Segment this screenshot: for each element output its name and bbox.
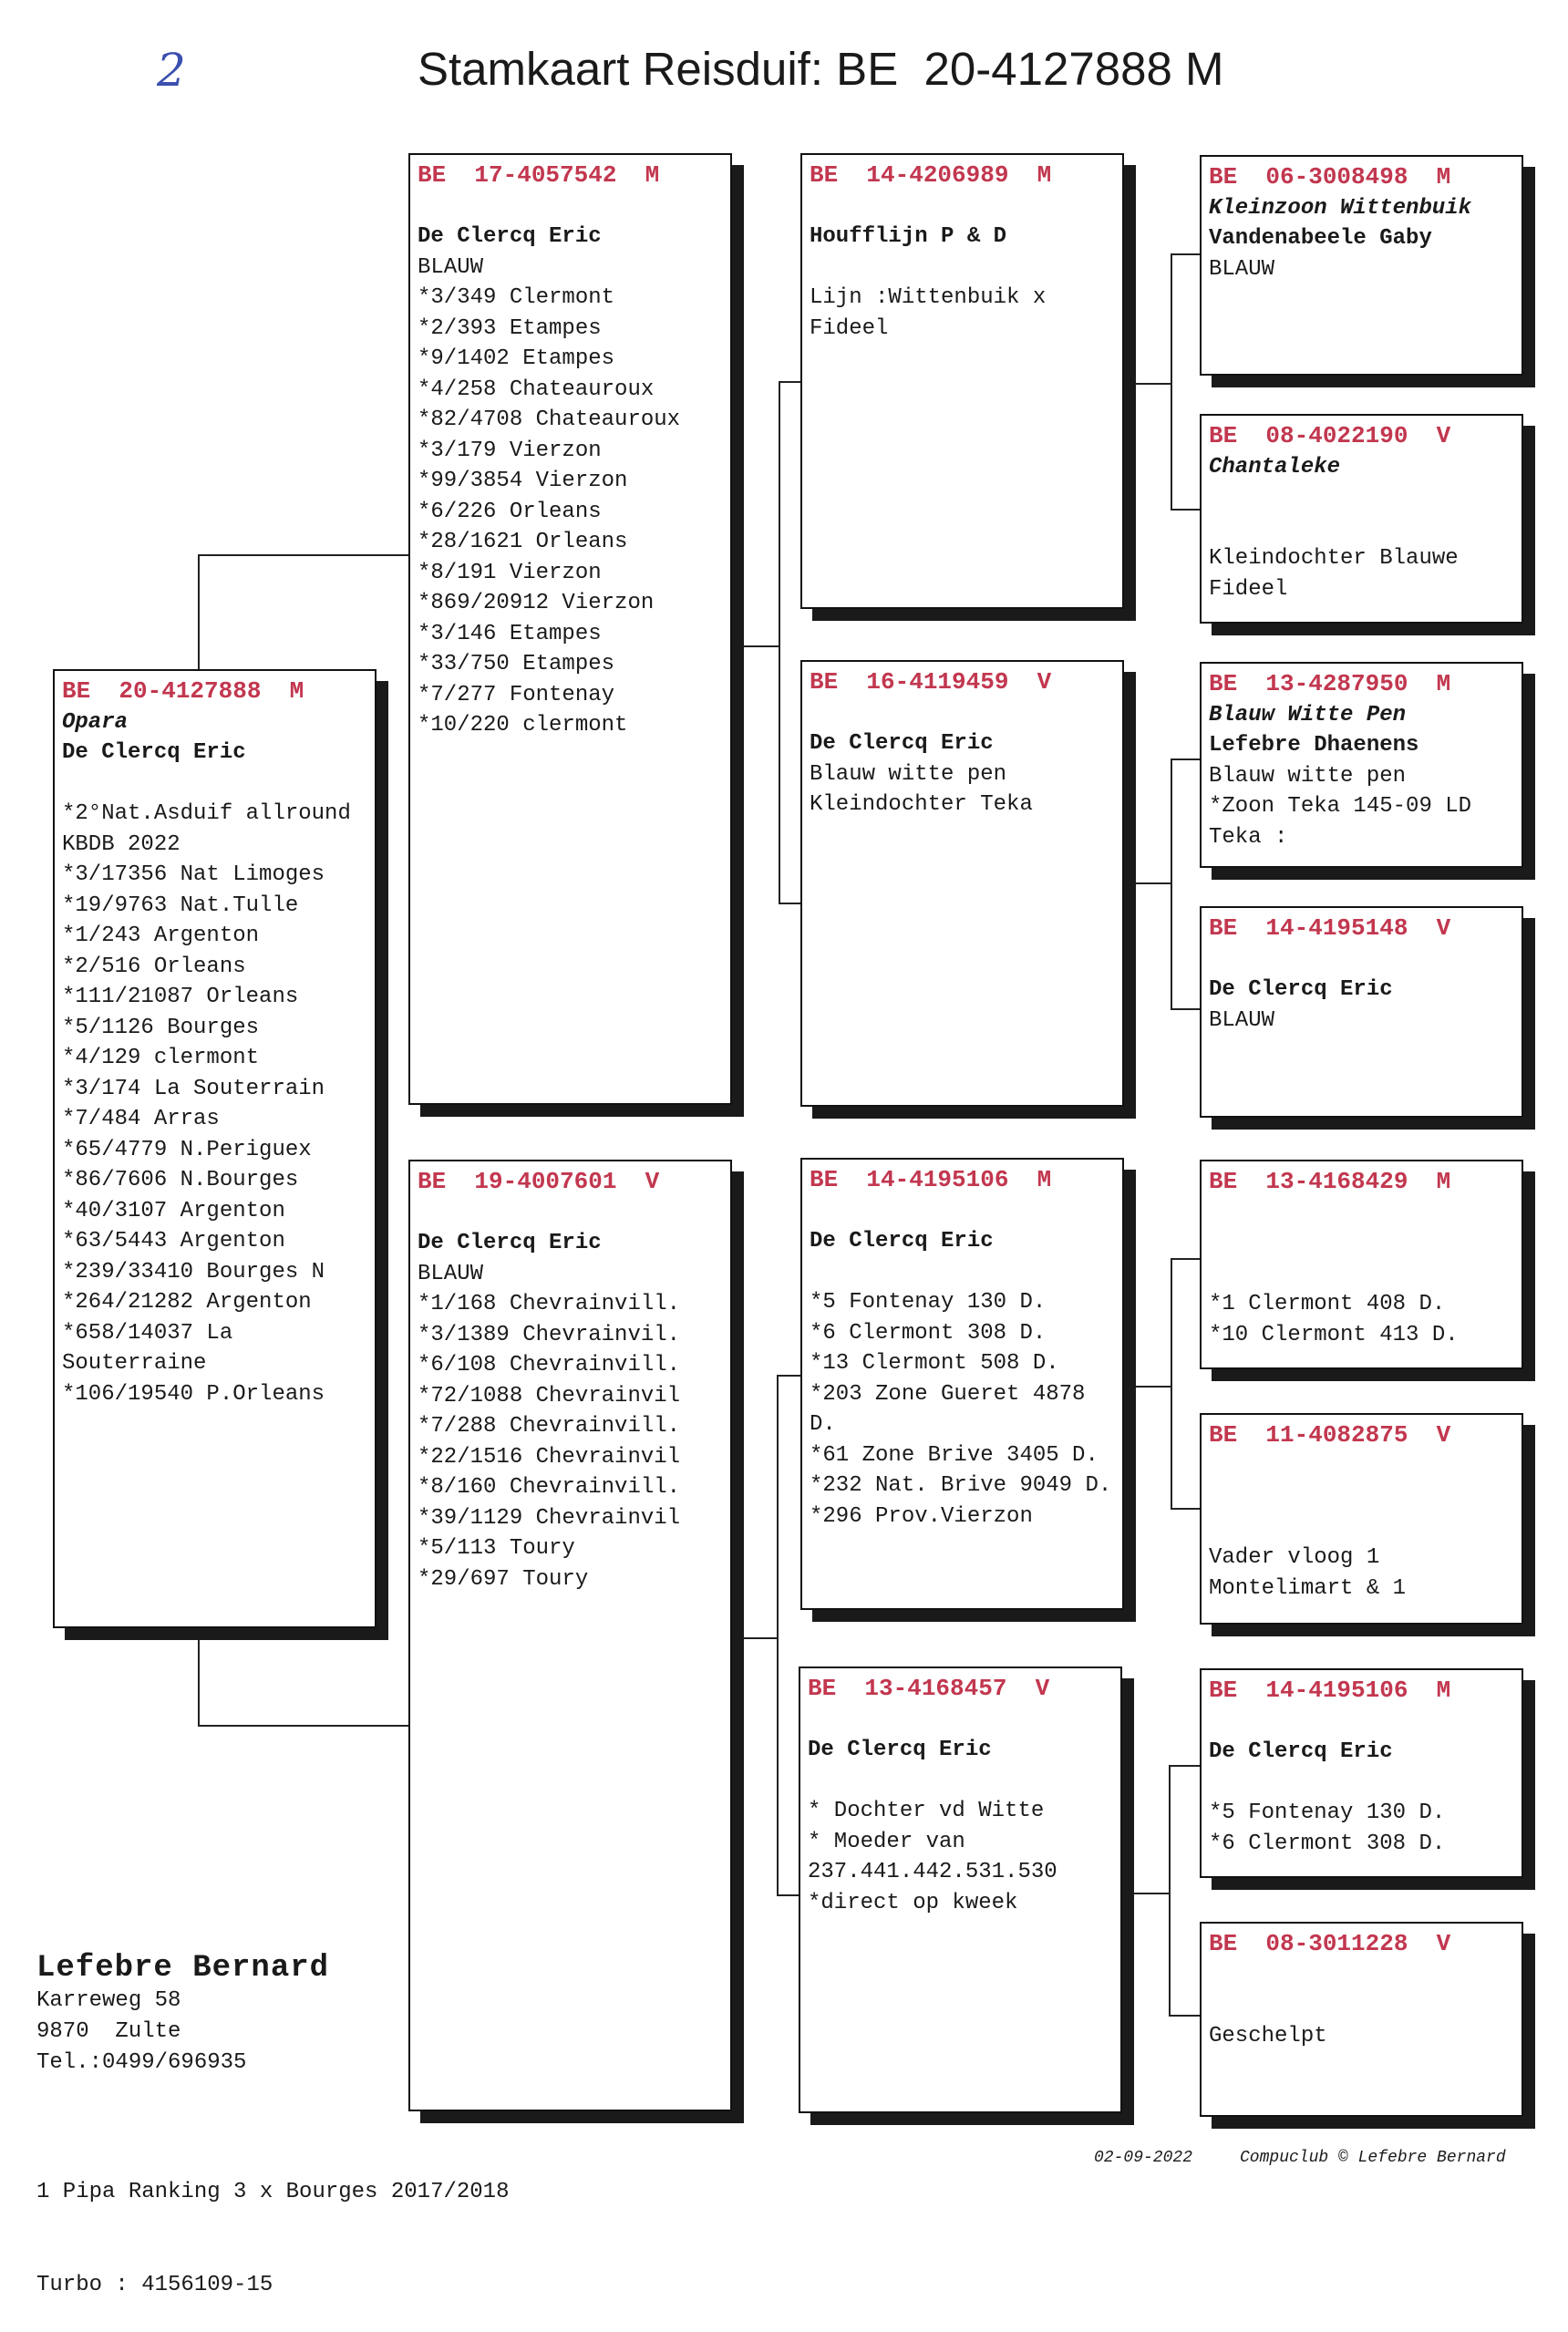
card-text-line: BLAUW (1209, 256, 1275, 282)
card-text-line: *869/20912 Vierzon (418, 591, 655, 615)
card-text-line (1209, 1481, 1514, 1512)
card-text-line: Blauw witte pen (810, 761, 1007, 787)
card-text-line: *28/1621 Orleans (418, 530, 628, 554)
card-text-line: *3/179 Vierzon (418, 438, 602, 463)
card-text-line: Lijn :Wittenbuik x Fideel (810, 285, 1059, 341)
card-text-line: * Dochter vd Witte (808, 1799, 1045, 1823)
card-text-line: Blauw witte pen (1209, 763, 1407, 789)
card-text-line (810, 253, 1115, 284)
connector-line (1171, 1258, 1200, 1260)
card-text-line: Opara (62, 709, 129, 735)
breeder-info (36, 1951, 329, 2079)
breeder-name: Lefebre Bernard (36, 1951, 330, 1986)
footer-line: 1 Pipa Ranking 3 x Bourges 2017/2018 (36, 2180, 510, 2204)
connector-line (1171, 253, 1200, 255)
card-text-line: *3/1389 Chevrainvil. (418, 1322, 681, 1347)
card-text-line: *3/174 La Souterrain (62, 1076, 325, 1101)
card-text-line: *8/191 Vierzon (418, 560, 602, 585)
card-text-line: BLAUW (418, 1261, 484, 1286)
card-text-line: *65/4779 N.Periguex (62, 1137, 312, 1162)
ring-number: BE 13-4168429 M (1209, 1168, 1451, 1195)
ring-number: BE 19-4007601 V (418, 1168, 660, 1195)
connector-line (777, 1375, 800, 1377)
card-text-line: *10 Clermont 413 D. (1209, 1322, 1459, 1347)
card-text-line: BLAUW (1209, 1007, 1275, 1033)
pigeon-card-mother-father[interactable] (800, 1158, 1124, 1610)
card-text-line: *106/19540 P.Orleans (62, 1381, 325, 1407)
card-text-line: Kleindochter Teka (810, 792, 1033, 817)
ring-number: BE 08-3011228 V (1209, 1930, 1451, 1957)
card-text-line: Geschelpt (1209, 2023, 1327, 2048)
card-text-line (808, 1705, 1113, 1736)
pigeon-card-mmf[interactable] (1200, 1668, 1523, 1878)
card-text-line: De Clercq Eric (418, 224, 602, 249)
card-text-line: *239/33410 Bourges N (62, 1259, 325, 1285)
connector-line (777, 1894, 800, 1896)
card-text-line: *7/288 Chevrainvill. (418, 1414, 681, 1439)
connector-line (198, 1725, 410, 1727)
footer-line: Turbo : 4156109-15 (36, 2273, 273, 2297)
card-text-line: *Zoon Teka 145-09 LD Teka : (1209, 794, 1485, 850)
card-text-line: *3/17356 Nat Limoges (62, 862, 325, 887)
card-text-line: Kleindochter Blauwe Fideel (1209, 546, 1472, 602)
print-date: 02-09-2022 (1094, 2149, 1193, 2167)
connector-line (198, 1626, 200, 1727)
card-text-line: *22/1516 Chevrainvil (418, 1444, 681, 1470)
card-text-line (418, 1198, 723, 1229)
ring-number: BE 14-4195148 V (1209, 914, 1451, 942)
card-text-line: De Clercq Eric (62, 740, 246, 765)
connector-line (779, 381, 780, 904)
ring-number: BE 17-4057542 M (418, 161, 660, 189)
card-text-line: De Clercq Eric (418, 1231, 602, 1255)
connector-line (740, 645, 779, 647)
card-text-line: *5 Fontenay 130 D. (1209, 1801, 1446, 1825)
card-text-line: *5/113 Toury (418, 1536, 575, 1561)
card-text-line: *13 Clermont 508 D. (810, 1351, 1059, 1376)
card-text-line: *1/243 Argenton (62, 924, 260, 948)
connector-line (779, 381, 800, 383)
card-text-line: *264/21282 Argenton (62, 1290, 312, 1315)
card-text-line: *82/4708 Chateauroux (418, 408, 681, 432)
card-text-line: De Clercq Eric (1209, 1739, 1393, 1764)
pigeon-card-subject[interactable] (53, 669, 377, 1628)
connector-line (198, 554, 410, 556)
card-text-line: *2/516 Orleans (62, 954, 246, 979)
connector-line (1134, 882, 1171, 884)
card-text-line (810, 1257, 1115, 1288)
card-text-line: * Moeder van 237.441.442.531.530 (808, 1829, 1057, 1884)
ring-number: BE 13-4287950 M (1209, 670, 1451, 697)
card-text-line: *6 Clermont 308 D. (1209, 1831, 1446, 1856)
card-text-line (1209, 513, 1514, 544)
card-text-line: BLAUW (418, 254, 484, 280)
card-text-line: *33/750 Etampes (418, 652, 615, 676)
card-text-line: *63/5443 Argenton (62, 1229, 285, 1254)
handwritten-note: 2 (157, 44, 186, 97)
ring-number: BE 08-4022190 V (1209, 422, 1451, 449)
card-text-line: *111/21087 Orleans (62, 985, 299, 1009)
card-text-line (418, 191, 723, 222)
card-text-line: *9/1402 Etampes (418, 346, 615, 371)
card-text-line: *5 Fontenay 130 D. (810, 1290, 1047, 1315)
pigeon-card-mmm[interactable] (1200, 1922, 1523, 2117)
connector-line (1171, 253, 1172, 511)
pigeon-card-ffm[interactable] (1200, 414, 1523, 624)
card-text-line: *39/1129 Chevrainvil (418, 1505, 681, 1531)
card-text-line: *29/697 Toury (418, 1566, 589, 1592)
pigeon-card-mother-mother[interactable] (799, 1666, 1122, 2113)
breeder-phone: Tel.:0499/696935 (36, 2050, 247, 2075)
pigeon-card-fff[interactable] (1200, 155, 1523, 376)
card-text-line (1209, 482, 1514, 513)
breeder-address-line: 9870 Zulte (36, 2019, 181, 2044)
card-text-line: De Clercq Eric (808, 1738, 992, 1762)
pigeon-card-mff[interactable] (1200, 1160, 1523, 1369)
card-text-line (1209, 1198, 1514, 1229)
ring-number: BE 13-4168457 V (808, 1675, 1050, 1702)
pigeon-card-fmm[interactable] (1200, 906, 1523, 1118)
ring-number: BE 06-3008498 M (1209, 163, 1451, 191)
connector-line (1169, 1765, 1200, 1767)
card-text-line: De Clercq Eric (1209, 977, 1393, 1002)
connector-line (777, 1375, 779, 1896)
pigeon-card-father-father[interactable] (800, 153, 1124, 609)
software-credit: Compuclub © Lefebre Bernard (1240, 2149, 1506, 2167)
connector-line (1134, 1386, 1171, 1388)
connector-line (1134, 1893, 1169, 1894)
pigeon-card-mfm[interactable] (1200, 1413, 1523, 1625)
connector-line (1171, 509, 1200, 511)
card-text-line: Chantaleke (1209, 454, 1341, 480)
card-text-line: *2/393 Etampes (418, 315, 602, 341)
card-text-line: *7/484 Arras (62, 1107, 220, 1131)
card-text-line: *19/9763 Nat.Tulle (62, 893, 299, 918)
card-text-line: *72/1088 Chevrainvil (418, 1383, 681, 1408)
card-text-line (1209, 1259, 1514, 1290)
card-text-line: *61 Zone Brive 3405 D. (810, 1442, 1099, 1468)
card-text-line: *658/14037 La Souterraine (62, 1320, 246, 1376)
pigeon-card-fmf[interactable] (1200, 662, 1523, 868)
card-text-line: Lefebre Dhaenens (1209, 733, 1419, 758)
card-text-line: Vandenabeele Gaby (1209, 226, 1432, 251)
card-text-line: De Clercq Eric (810, 731, 994, 756)
card-text-line: *40/3107 Argenton (62, 1198, 285, 1223)
card-text-line: *5/1126 Bourges (62, 1015, 260, 1040)
card-text-line (1209, 1707, 1514, 1738)
card-text-line: *7/277 Fontenay (418, 682, 615, 707)
connector-line (1134, 383, 1171, 385)
footer-notes (36, 2115, 509, 2332)
card-text-line (1209, 1228, 1514, 1259)
card-text-line: Kleinzoon Wittenbuik (1209, 195, 1472, 221)
card-text-line: Blauw Witte Pen (1209, 702, 1407, 727)
breeder-address-line: Karreweg 58 (36, 1988, 181, 2013)
ring-number: BE 14-4195106 M (810, 1166, 1052, 1193)
ring-number: BE 11-4082875 V (1209, 1421, 1451, 1449)
connector-line (1171, 1258, 1172, 1510)
card-text-line: *6 Clermont 308 D. (810, 1320, 1047, 1346)
connector-line (1171, 758, 1200, 760)
connector-line (1169, 1765, 1171, 2017)
pigeon-card-father[interactable] (408, 153, 732, 1105)
page-title: Stamkaart Reisduif: BE 20-4127888 M (418, 43, 1224, 95)
card-text-line: Houfflijn P & D (810, 224, 1007, 249)
card-text-line: *4/258 Chateauroux (418, 377, 655, 402)
card-text-line (1209, 1960, 1514, 1991)
card-text-line: *6/108 Chevrainvill. (418, 1353, 681, 1378)
card-text-line: *86/7606 N.Bourges (62, 1168, 299, 1192)
card-text-line (810, 191, 1115, 222)
connector-line (1171, 758, 1172, 1010)
card-text-line (1209, 1990, 1514, 2021)
card-text-line: *2°Nat.Asduif allround KBDB 2022 (62, 801, 365, 857)
ring-number: BE 20-4127888 M (62, 677, 304, 705)
card-text-line: *3/146 Etampes (418, 621, 602, 646)
card-text-line: De Clercq Eric (810, 1229, 994, 1254)
card-text-line (810, 698, 1115, 729)
connector-line (740, 1637, 777, 1639)
card-text-line: *99/3854 Vierzon (418, 469, 628, 493)
connector-line (1171, 1508, 1200, 1510)
ring-number: BE 16-4119459 V (810, 668, 1052, 696)
card-text-line: *203 Zone Gueret 4878 D. (810, 1381, 1099, 1437)
connector-line (1171, 1008, 1200, 1010)
card-text-line: *1/168 Chevrainvill. (418, 1292, 681, 1316)
connector-line (1169, 2015, 1200, 2017)
ring-number: BE 14-4195106 M (1209, 1677, 1451, 1704)
card-text-line: *232 Nat. Brive 9049 D. (810, 1473, 1112, 1498)
card-text-line (1209, 1768, 1514, 1799)
card-text-line (808, 1766, 1113, 1797)
card-text-line: *8/160 Chevrainvill. (418, 1475, 681, 1500)
connector-line (779, 903, 800, 904)
card-text-line (810, 1196, 1115, 1227)
card-text-line (1209, 1512, 1514, 1543)
connector-line (198, 554, 200, 671)
pigeon-card-father-mother[interactable] (800, 660, 1124, 1107)
card-text-line: Vader vloog 1 Montelimart & 1 (1209, 1545, 1407, 1601)
card-text-line: *3/349 Clermont (418, 285, 615, 310)
card-text-line: *296 Prov.Vierzon (810, 1503, 1033, 1529)
ring-number: BE 14-4206989 M (810, 161, 1052, 189)
card-text-line (62, 769, 367, 800)
pigeon-card-mother[interactable] (408, 1160, 732, 2111)
card-text-line: *1 Clermont 408 D. (1209, 1292, 1446, 1316)
card-text-line (1209, 1451, 1514, 1482)
card-text-line (1209, 944, 1514, 975)
card-text-line: *10/220 clermont (418, 713, 628, 738)
card-text-line: *4/129 clermont (62, 1046, 260, 1070)
card-text-line: *direct op kweek (808, 1890, 1018, 1915)
card-text-line: *6/226 Orleans (418, 499, 602, 524)
